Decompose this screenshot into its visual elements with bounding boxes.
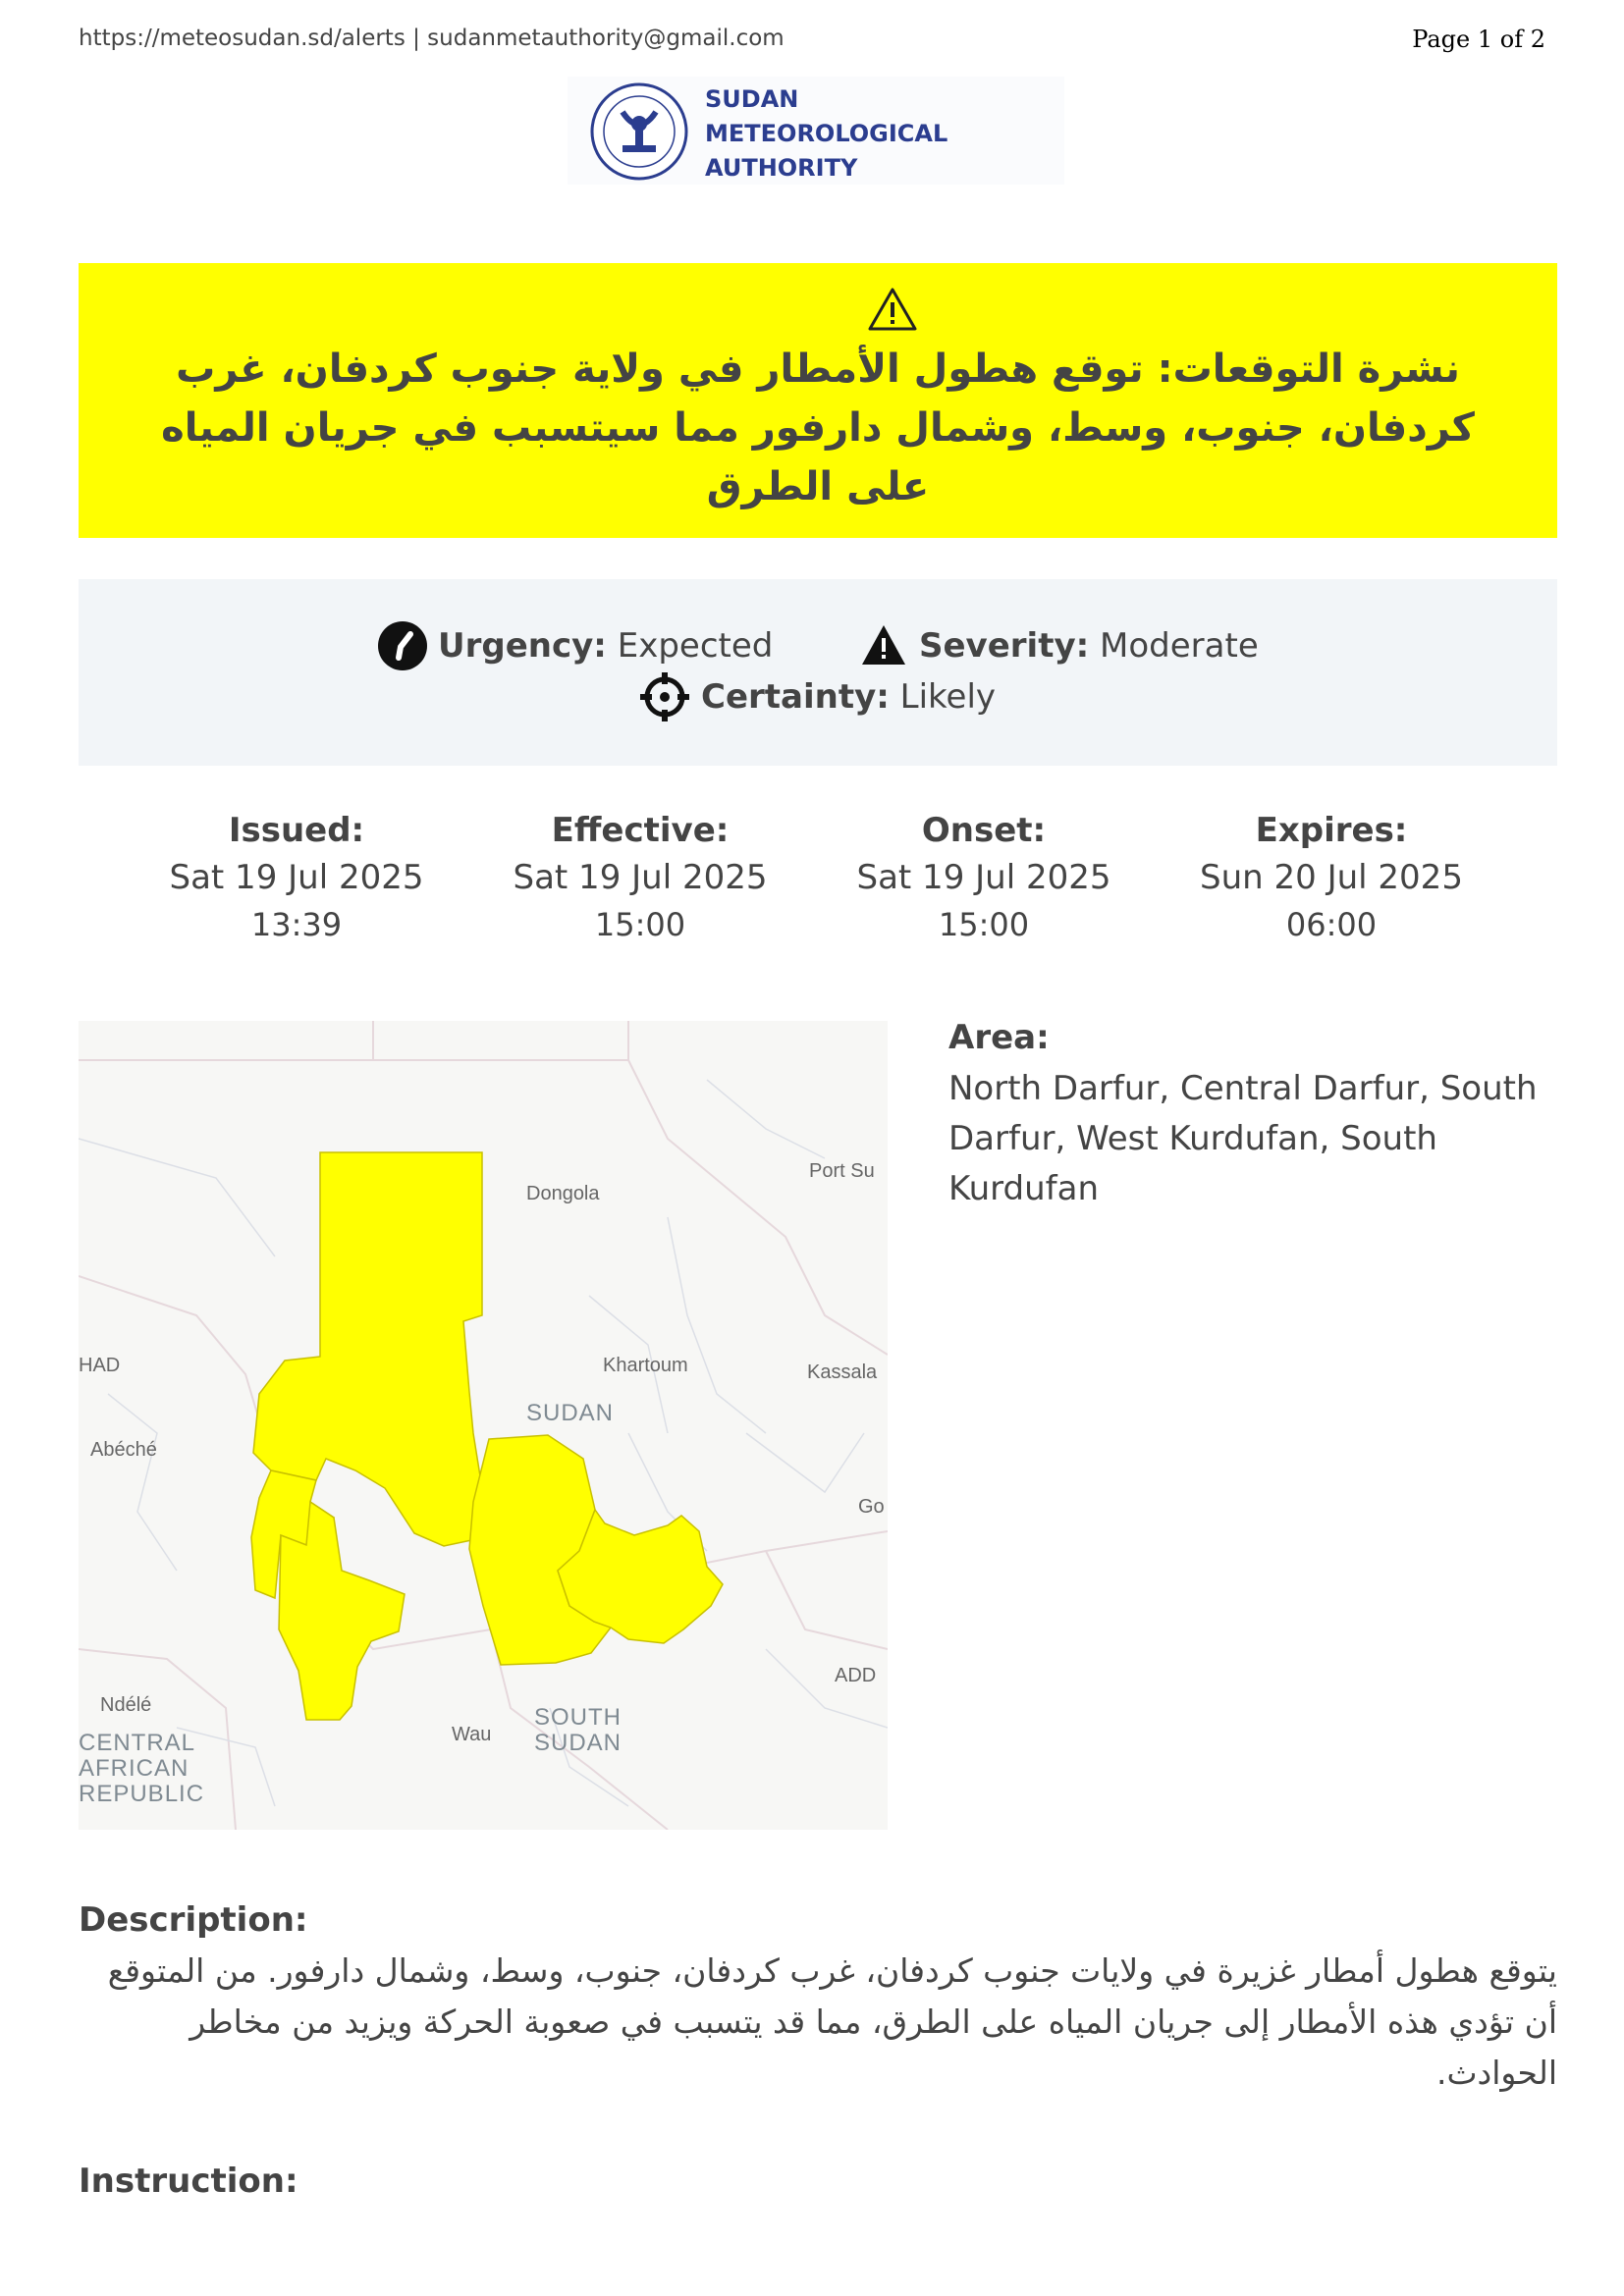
alert-meta: Urgency: Expected Severity: Moderate Certainty: Likely — [79, 579, 1557, 766]
map-label-car-2: AFRICAN — [79, 1755, 189, 1782]
severity-warning-icon — [860, 623, 907, 667]
map-base — [79, 1021, 888, 1830]
map-label-add: ADD — [835, 1665, 877, 1686]
expires-date: Expires: Sun 20 Jul 2025 06:00 — [1200, 811, 1463, 943]
area-label: Area: — [948, 1018, 1050, 1057]
header-source: https://meteosudan.sd/alerts | sudanmetauthority@gmail.com — [79, 26, 785, 51]
clock-icon — [377, 620, 428, 671]
map-label-go: Go — [858, 1496, 885, 1518]
description-text: يتوقع هطول أمطار غزيرة في ولايات جنوب كردفان، غرب كردفان، جنوب، وسط، وشمال دارفور. من المتوقع أن تؤدي هذه الأمطار إلى جريان المياه على الطرق، مما قد يتسبب في صعوبة الحركة ويزيد من مخاطر الحوادث. — [107, 1951, 1557, 2092]
page-number: Page 1 of 2 — [1412, 26, 1545, 53]
map-label-chad: HAD — [79, 1355, 121, 1376]
alert-area-map — [79, 1021, 888, 1830]
effective-date: Effective: Sat 19 Jul 2025 15:00 — [513, 811, 768, 943]
area-value: North Darfur, Central Darfur, South Darfur, West Kurdufan, South Kurdufan — [948, 1069, 1538, 1208]
authority-emblem-icon — [585, 80, 693, 183]
onset-date: Onset: Sat 19 Jul 2025 15:00 — [856, 811, 1111, 943]
map-label-khartoum: Khartoum — [603, 1355, 688, 1376]
logo — [568, 77, 1064, 185]
map-label-wau: Wau — [452, 1724, 492, 1745]
map-label-south-2: SUDAN — [534, 1730, 623, 1756]
map-label-abeche: Abéché — [90, 1439, 157, 1461]
map-label-sudan: SUDAN — [526, 1400, 615, 1426]
issued-date: Issued: Sat 19 Jul 2025 13:39 — [169, 811, 424, 943]
map-label-ndele: Ndélé — [100, 1694, 152, 1716]
map-label-car-1: CENTRAL — [79, 1730, 196, 1756]
instruction-label: Instruction: — [79, 2162, 298, 2201]
map-label-car-3: REPUBLIC — [79, 1781, 205, 1807]
map-label-kassala: Kassala — [807, 1362, 878, 1383]
map-label-south-1: SOUTH — [534, 1704, 622, 1731]
alert-title: نشرة التوقعات: توقع هطول الأمطار في ولاية جنوب كردفان، غرب كردفان، جنوب، وسط، وشمال دارفور مما سيتسبب في جريان المياه على الطرق — [161, 347, 1475, 509]
warning-triangle-icon — [867, 287, 918, 332]
logo-text: SUDAN METEOROLOGICAL AUTHORITY — [705, 85, 948, 182]
area-section — [948, 1011, 1557, 1214]
description-label: Description: — [79, 1900, 308, 1940]
crosshair-icon — [640, 672, 689, 721]
map-label-port-sudan: Port Su — [809, 1160, 875, 1182]
alert-banner — [79, 263, 1557, 538]
map-label-dongola: Dongola — [526, 1183, 600, 1204]
